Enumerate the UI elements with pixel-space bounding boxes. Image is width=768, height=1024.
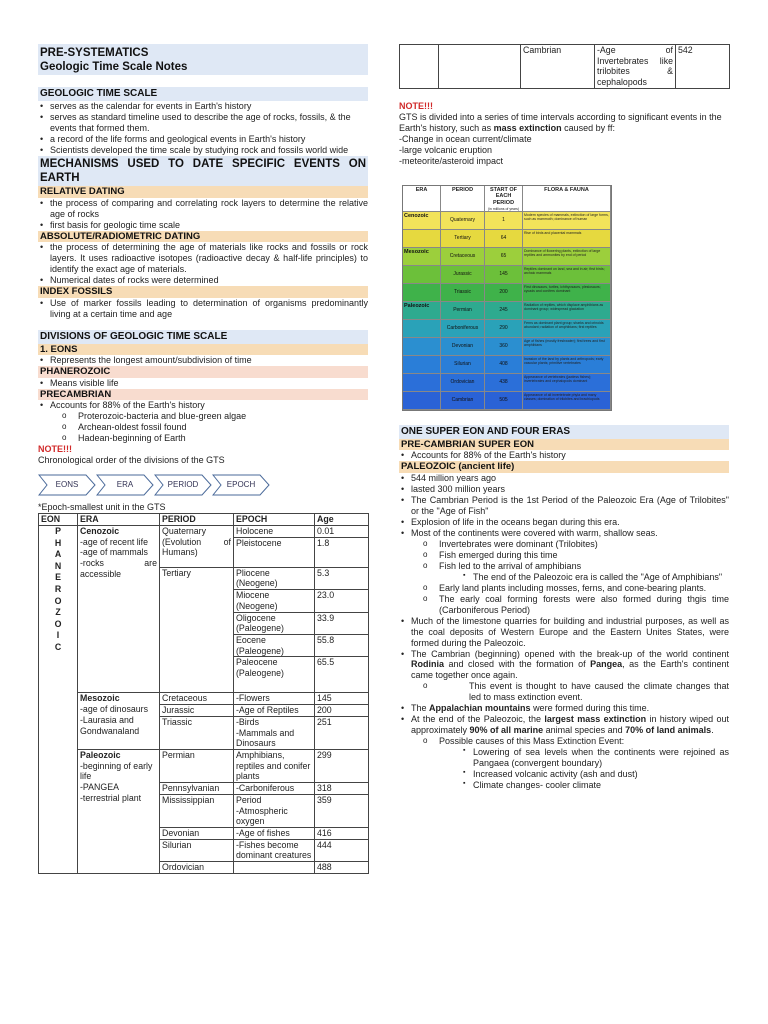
eon-cell: [400, 45, 439, 89]
list-item: ▪ Climate changes- cooler climate: [399, 780, 729, 791]
text: and closed with the formation of: [448, 659, 586, 670]
period-cell: Permian: [160, 749, 234, 782]
gts-figure-header: [403, 186, 611, 212]
age-cell: 23.0: [315, 590, 369, 612]
list-item: • the process of determining the age of materials like rocks and fossils or rock layers. It uses radioactive isotopes (radioactive decay & half-life principles) to identify the exact age of materials.: [38, 242, 368, 275]
period-cell: Silurian: [160, 839, 234, 861]
eons-heading: 1. EONS: [38, 344, 368, 356]
absolute-list: [38, 242, 368, 286]
eon-letter: P: [55, 525, 61, 536]
gts-period-cell: Devonian: [441, 338, 485, 356]
epoch-cell: Miocene (Neogene): [234, 590, 315, 612]
gts-era-cell: [403, 374, 441, 392]
text: At the end of the Paleozoic, the: [411, 714, 542, 725]
doc-title: [38, 44, 368, 75]
epoch-cell: -Birds -Mammals and Dinosaurs: [234, 716, 315, 749]
gts-flora-cell: First dinosaurs, turtles, ichthyosaurs, plesiosaurs; cycads and conifers dominant: [523, 284, 611, 302]
list-item: • a record of the life forms and geological events in Earth's history: [38, 134, 368, 145]
list-item: [399, 703, 729, 714]
gts-header-cell: PERIOD: [441, 186, 485, 212]
text: The: [411, 703, 427, 714]
gts-start-cell: 505: [485, 392, 523, 410]
divisions-heading: DIVISIONS OF GEOLOGIC TIME SCALE: [38, 330, 368, 344]
epoch-cell: -Age of Invertebrates like trilobites & cephalopods: [595, 45, 676, 89]
col-header: PERIOD: [160, 514, 234, 526]
text: in history wiped out approximately: [411, 714, 729, 736]
epoch-cell: Eocene (Paleogene): [234, 634, 315, 656]
gts-era-cell: [403, 320, 441, 338]
gts-era-cell: Paleozoic: [403, 302, 441, 320]
age-cell: 444: [315, 839, 369, 861]
list-item: • Much of the limestone quarries for building and industrial purposes, as well as the coal deposits of Western Europe and the Eastern Unites States, were formed during the Paleozoic.: [399, 616, 729, 649]
note-tail: caused by ff:: [564, 122, 616, 133]
list-item: [399, 714, 729, 736]
chronology-flow: [38, 474, 368, 496]
list-item: o This event is thought to have caused the climate changes that led to mass extinction event.: [399, 681, 729, 703]
gts-period-cell: Jurassic: [441, 266, 485, 284]
eon-letter: H: [54, 537, 62, 548]
right-column: [399, 44, 729, 791]
age-cell: 65.5: [315, 657, 369, 693]
note-bold: mass extinction: [493, 122, 562, 133]
gts-period-cell: Triassic: [441, 284, 485, 302]
list-item: ▪ Lowering of sea levels when the continents were rejoined as Pangaea (convergent boundary): [399, 747, 729, 769]
note-text: Chronological order of the divisions of the GTS: [38, 455, 225, 466]
age-cell: 251: [315, 716, 369, 749]
gts-figure-row: [403, 284, 611, 302]
flow-step-period: [154, 474, 212, 496]
gts-flora-cell: Appearance of vertebrates (jawless fishes); invertebrates and cephalopods dominant: [523, 374, 611, 392]
col-header: EPOCH: [234, 514, 315, 526]
period-cell: Quaternary (Evolution of Humans): [160, 525, 234, 567]
gts-table: [38, 513, 369, 874]
eon-letter: O: [54, 595, 62, 606]
gts-figure-row: [403, 374, 611, 392]
pre-super-heading: PRE-CAMBRIAN SUPER EON: [399, 439, 729, 451]
bold-text: Appalachian mountains: [429, 703, 531, 714]
gts-start-cell: 200: [485, 284, 523, 302]
epoch-cell: -Age of Reptiles: [234, 705, 315, 717]
table-row: [39, 749, 369, 782]
era-cell: [78, 693, 160, 750]
gts-start-cell: 245: [485, 302, 523, 320]
list-item: ▪ Increased volcanic activity (ash and dust): [399, 769, 729, 780]
eon-letter: N: [54, 560, 62, 571]
eons-list: [38, 355, 368, 366]
period-cell: Mississippian: [160, 794, 234, 827]
era-cell: [78, 749, 160, 873]
gts-flora-cell: Radiation of reptiles, which displace amphibians as dominant group; widespread glaciation: [523, 302, 611, 320]
gts-period-cell: Cretaceous: [441, 248, 485, 266]
gts-flora-cell: Dominance of flowering plants, extinction of large reptiles and ammonites by end of period: [523, 248, 611, 266]
gts-header-cell: FLORA & FAUNA: [523, 186, 611, 212]
gts-figure-row: [403, 320, 611, 338]
table-continuation: [399, 44, 730, 89]
epoch-cell: Pleistocene: [234, 537, 315, 567]
table-row: [400, 45, 730, 89]
gts-era-cell: [403, 338, 441, 356]
gts-figure-row: [403, 302, 611, 320]
table-header: [39, 514, 369, 526]
gts-start-cell: 65: [485, 248, 523, 266]
list-item: • serves as the calendar for events in Earth's history: [38, 101, 368, 112]
flow-step-eons: [38, 474, 96, 496]
list-item: • Accounts for 88% of the Earth's history: [38, 400, 368, 411]
list-item: o Archean-oldest fossil found: [38, 422, 368, 433]
gts-flora-cell: Rise of birds and placental mammals: [523, 230, 611, 248]
bold-text: 90% of all marine: [469, 725, 544, 736]
gts-start-cell: 360: [485, 338, 523, 356]
gts-period-cell: Ordovician: [441, 374, 485, 392]
epoch-cell: -Carboniferous: [234, 783, 315, 795]
eon-letter: Z: [55, 607, 61, 618]
gts-flora-cell: Reptiles dominant on land, sea and in air; first birds; archaic mammals: [523, 266, 611, 284]
note-item: -meteorite/asteroid impact: [399, 155, 504, 166]
gts-figure-row: [403, 248, 611, 266]
mech-heading: MECHANISMS USED TO DATE SPECIFIC EVENTS ON EARTH: [38, 156, 368, 186]
left-column: [38, 44, 368, 874]
gts-period-cell: Cambrian: [441, 392, 485, 410]
phanerozoic-list: [38, 378, 368, 389]
age-cell: 145: [315, 693, 369, 705]
era-name: Cenozoic: [80, 525, 120, 536]
epoch-cell: -Fishes become dominant creatures: [234, 839, 315, 861]
gts-header-note: (in millions of years): [487, 206, 520, 211]
gts-start-cell: 408: [485, 356, 523, 374]
list-item: • Accounts for 88% of the Earth's history: [399, 450, 729, 461]
precambrian-list: [38, 400, 368, 444]
paleozoic-heading: PALEOZOIC (ancient life): [399, 461, 729, 473]
gts-era-cell: Cenozoic: [403, 212, 441, 230]
flow-label: PERIOD: [167, 480, 199, 490]
eras-heading: ONE SUPER EON AND FOUR ERAS: [399, 425, 729, 439]
gts-era-cell: Mesozoic: [403, 248, 441, 266]
epoch-cell: Pliocene (Neogene): [234, 567, 315, 589]
flow-label: EONS: [55, 480, 79, 490]
gts-era-cell: [403, 284, 441, 302]
age-cell: 488: [315, 862, 369, 874]
gts-flora-cell: Modern species of mammals, extinction of large forms, such as mammoth; dominance of human: [523, 212, 611, 230]
list-item: o Early land plants including mosses, ferns, and cone-bearing plants.: [399, 583, 729, 594]
period-cell: Devonian: [160, 828, 234, 840]
relative-heading: RELATIVE DATING: [38, 186, 368, 198]
gts-period-cell: Silurian: [441, 356, 485, 374]
age-cell: 318: [315, 783, 369, 795]
gts-period-cell: Quaternary: [441, 212, 485, 230]
age-cell: 299: [315, 749, 369, 782]
eon-letter: E: [55, 572, 61, 583]
note-item: -Change in ocean current/climate: [399, 133, 532, 144]
list-item: • Most of the continents were covered with warm, shallow seas.: [399, 528, 729, 539]
age-cell: 55.8: [315, 634, 369, 656]
subtitle-text: Geologic Time Scale Notes: [40, 61, 188, 74]
epoch-cell: Holocene: [234, 525, 315, 537]
period-cell: Jurassic: [160, 705, 234, 717]
bold-text: largest mass extinction: [544, 714, 647, 725]
era-desc: -age of recent life -age of mammals -rocks are accessible: [80, 536, 157, 579]
gts-flora-cell: Appearance of all invertebrate phyla and many classes; domination of trilobites and brachiopods: [523, 392, 611, 410]
gts-era-cell: [403, 230, 441, 248]
text: .: [711, 725, 714, 736]
index-list: [38, 298, 368, 320]
list-item: o Proterozoic-bacteria and blue-green algae: [38, 411, 368, 422]
epoch-cell: -Age of fishes: [234, 828, 315, 840]
note-item: -large volcanic eruption: [399, 144, 493, 155]
epoch-cell: [234, 862, 315, 874]
col-header: EON: [39, 514, 78, 526]
gts-flora-cell: Invasion of the land by plants and arthropods; early vascular plants; primitive vertebrates: [523, 356, 611, 374]
gts-figure-row: [403, 338, 611, 356]
bold-text: 70% of land animals: [625, 725, 712, 736]
list-item: • first basis for geologic time scale: [38, 220, 368, 231]
epoch-cell: Paleocene (Paleogene): [234, 657, 315, 693]
gts-start-cell: 1: [485, 212, 523, 230]
phanerozoic-heading: PHANEROZOIC: [38, 366, 368, 378]
list-item: • Scientists developed the time scale by studying rock and fossils world wide: [38, 145, 368, 156]
gts-list: [38, 101, 368, 156]
gts-heading: GEOLOGIC TIME SCALE: [38, 87, 368, 101]
gts-period-cell: Carboniferous: [441, 320, 485, 338]
list-item: • Numerical dates of rocks were determined: [38, 275, 368, 286]
era-cell: [439, 45, 521, 89]
list-item: • The Cambrian Period is the 1st Period of the Paleozoic Era (Age of Trilobites" or the "Age of Fish": [399, 495, 729, 517]
age-cell: 0.01: [315, 525, 369, 537]
list-item: • serves as standard timeline used to describe the age of rocks, fossils, & the events that formed them.: [38, 112, 368, 134]
text: , as the Earth's continent came together once again.: [411, 659, 729, 681]
epoch-note: *Epoch-smallest unit in the GTS: [38, 502, 166, 513]
gts-era-cell: [403, 266, 441, 284]
age-cell: 33.9: [315, 612, 369, 634]
eon-letter: C: [54, 642, 62, 652]
right-note-label: NOTE!!!: [399, 100, 433, 111]
flow-step-epoch: [212, 474, 270, 496]
list-item: o The early coal forming forests were also formed during thgis time (Carboniferous Period): [399, 594, 729, 616]
epoch-cell: Period -Atmospheric oxygen: [234, 794, 315, 827]
age-cell: 359: [315, 794, 369, 827]
paleozoic-list: [399, 473, 729, 791]
list-item: o Possible causes of this Mass Extinction Event:: [399, 736, 729, 747]
age-cell: 416: [315, 828, 369, 840]
eon-letter: A: [54, 549, 62, 560]
period-cell: Ordovician: [160, 862, 234, 874]
age-cell: 5.3: [315, 567, 369, 589]
index-heading: INDEX FOSSILS: [38, 286, 368, 298]
gts-period-cell: Permian: [441, 302, 485, 320]
period-cell: Tertiary: [160, 567, 234, 693]
gts-figure-row: [403, 230, 611, 248]
age-cell: 542: [676, 45, 730, 89]
eon-letter: O: [54, 618, 62, 629]
text: The Cambrian (beginning) opened with the break-up of the world continent: [411, 648, 729, 659]
text: were formed during this time.: [533, 703, 650, 714]
eon-letters: [41, 526, 75, 654]
gts-flora-cell: Ferns as dominant plant group; sharks and crinoids abundant; radiation of amphibians; first reptiles: [523, 320, 611, 338]
list-item: • Explosion of life in the oceans began during this era.: [399, 517, 729, 528]
gts-header-cell: START OF EACH PERIOD (in millions of years): [485, 186, 523, 212]
gts-figure-row: [403, 212, 611, 230]
gts-start-cell: 290: [485, 320, 523, 338]
text: animal species and: [545, 725, 623, 736]
gts-period-cell: Tertiary: [441, 230, 485, 248]
eon-letter: I: [56, 630, 60, 641]
gts-start-cell: 438: [485, 374, 523, 392]
list-item: • Use of marker fossils leading to determination of organisms predominantly living at a certain time and age: [38, 298, 368, 320]
list-item: o Fish emerged during this time: [399, 550, 729, 561]
col-header: ERA: [78, 514, 160, 526]
note-label: NOTE!!!: [38, 444, 72, 455]
era-name: Paleozoic: [80, 749, 121, 760]
era-desc: -beginning of early life -PANGEA -terrestrial plant: [80, 760, 153, 803]
bold-text: Rodinia: [411, 659, 444, 670]
gts-start-cell: 145: [485, 266, 523, 284]
list-item: • the process of comparing and correlating rock layers to determine the relative age of rocks: [38, 198, 368, 220]
gts-figure-row: [403, 356, 611, 374]
list-item: • lasted 300 million years: [399, 484, 729, 495]
eon-letter: R: [54, 583, 62, 594]
era-name: Mesozoic: [80, 693, 120, 704]
list-item: o Invertebrates were dominant (Trilobites): [399, 539, 729, 550]
absolute-heading: ABSOLUTE/RADIOMETRIC DATING: [38, 231, 368, 243]
period-cell: Cretaceous: [160, 693, 234, 705]
flow-label: EPOCH: [226, 480, 256, 490]
list-item: • Represents the longest amount/subdivision of time: [38, 355, 368, 366]
eon-cell: [39, 525, 78, 873]
col-header: Age: [315, 514, 369, 526]
gts-era-cell: [403, 392, 441, 410]
flow-step-era: [96, 474, 154, 496]
precambrian-heading: PRECAMBRIAN: [38, 389, 368, 401]
list-item: [399, 649, 729, 682]
list-item: o Hadean-beginning of Earth: [38, 433, 368, 444]
list-item: o Fish led to the arrival of amphibians: [399, 561, 729, 572]
epoch-cell: -Flowers: [234, 693, 315, 705]
flow-label: ERA: [116, 480, 134, 490]
period-cell: Pennsylvanian: [160, 783, 234, 795]
age-cell: 200: [315, 705, 369, 717]
age-cell: 1.8: [315, 537, 369, 567]
list-item: • 544 million years ago: [399, 473, 729, 484]
gts-header-cell: ERA: [403, 186, 441, 212]
table-row: [39, 693, 369, 705]
epoch-cell: Amphibians, reptiles and conifer plants: [234, 749, 315, 782]
epoch-cell: Oligocene (Paleogene): [234, 612, 315, 634]
note-text: GTS is divided into a series of time intervals according to significant events in the Earth's history, such as: [399, 111, 722, 133]
relative-list: [38, 198, 368, 231]
table-row: [39, 525, 369, 537]
bold-text: Pangea: [590, 659, 623, 670]
list-item: ▪ The end of the Paleozoic era is called the "Age of Amphibians": [399, 572, 729, 583]
pre-super-list: [399, 450, 729, 461]
era-desc: -age of dinosaurs -Laurasia and Gondwanaland: [80, 704, 148, 736]
gts-figure-row: [403, 266, 611, 284]
title-text: PRE-SYSTEMATICS: [40, 47, 149, 59]
period-cell: Cambrian: [521, 45, 595, 89]
right-note-text: [399, 112, 729, 134]
gts-flora-cell: Age of fishes (mostly freshwater); first trees and first amphibians: [523, 338, 611, 356]
gts-figure-row: [403, 392, 611, 410]
period-cell: Triassic: [160, 716, 234, 749]
gts-start-cell: 64: [485, 230, 523, 248]
gts-era-cell: [403, 356, 441, 374]
gts-figure: [402, 185, 612, 411]
list-item: • Means visible life: [38, 378, 368, 389]
era-cell: [78, 525, 160, 692]
